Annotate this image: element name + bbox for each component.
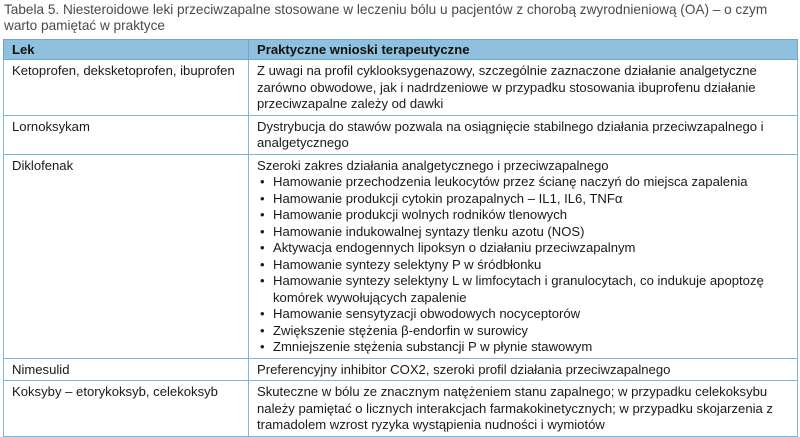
- mechanism-list-item: • Hamowanie syntezy selektyny P w śródbłonku: [257, 257, 791, 274]
- conclusion-text: Preferencyjny inhibitor COX2, szeroki profil działania przeciwzapalnego: [257, 361, 671, 377]
- mechanism-list-item: • Hamowanie sensytyzacji obwodowych nocyceptorów: [257, 306, 791, 323]
- table-row: [4, 381, 798, 437]
- table-caption: Tabela 5. Niesteroidowe leki przeciwzapalne stosowane w leczeniu bólu u pacjentów z chorobą zwyrodnieniową (OA) – o czym warto pamiętać w praktyce: [4, 2, 768, 33]
- drug-cell: Ketoprofen, deksketoprofen, ibuprofen: [4, 60, 249, 116]
- mechanism-list-item: • Hamowanie syntezy selektyny L w limfocytach i granulocytach, co indukuje apoptozę komórek wywołujących zapalenie: [257, 273, 791, 306]
- table-body: [4, 60, 798, 437]
- table-row: [4, 358, 798, 381]
- mechanism-list-item: • Hamowanie produkcji wolnych rodników tlenowych: [257, 207, 791, 224]
- conclusion-text: Skuteczne w bólu ze znacznym natężeniem stanu zapalnego; w przypadku celekoksybu należy pamiętać o licznych interakcjach farmakokinetycznych; w przypadku skojarzenia z tramadolem wzrost ryzyka wystąpienia nudności i wymiotów: [257, 384, 773, 432]
- mechanism-list-item: • Aktywacja endogennych lipoksyn o działaniu przeciwzapalnym: [257, 240, 791, 257]
- table-row: [4, 115, 798, 154]
- conclusion-cell: [249, 60, 798, 116]
- mechanism-list: [257, 174, 791, 356]
- mechanism-list-item: • Zwiększenie stężenia β-endorfin w surowicy: [257, 323, 791, 340]
- table-header-row: [4, 40, 798, 60]
- conclusion-text: Szeroki zakres działania analgetycznego i przeciwzapalnego: [257, 157, 609, 173]
- conclusion-cell: [249, 381, 798, 437]
- table-row: [4, 154, 798, 358]
- drug-cell: Diklofenak: [4, 154, 249, 358]
- conclusion-cell: [249, 115, 798, 154]
- mechanism-list-item: • Hamowanie indukowalnej syntazy tlenku azotu (NOS): [257, 224, 791, 241]
- nsaid-table: [3, 39, 798, 437]
- drug-cell: Koksyby – etorykoksyb, celekoksyb: [4, 381, 249, 437]
- mechanism-list-item: • Zmniejszenie stężenia substancji P w płynie stawowym: [257, 339, 791, 356]
- header-drug: Lek: [4, 40, 249, 60]
- conclusion-cell: [249, 154, 798, 358]
- conclusion-cell: [249, 358, 798, 381]
- mechanism-list-item: • Hamowanie przechodzenia leukocytów przez ścianę naczyń do miejsca zapalenia: [257, 174, 791, 191]
- drug-cell: Nimesulid: [4, 358, 249, 381]
- mechanism-list-item: • Hamowanie produkcji cytokin prozapalnych – IL1, IL6, TNFα: [257, 191, 791, 208]
- table-row: [4, 60, 798, 116]
- conclusion-text: Dystrybucja do stawów pozwala na osiągnięcie stabilnego działania przeciwzapalnego i analgetycznego: [257, 118, 764, 150]
- drug-cell: Lornoksykam: [4, 115, 249, 154]
- header-conclusions: Praktyczne wnioski terapeutyczne: [249, 40, 798, 60]
- conclusion-text: Z uwagi na profil cyklooksygenazowy, szczególnie zaznaczone działanie analgetyczne zarówno obwodowe, jak i nadrdzeniowe w przypadku stosowania ibuprofenu działanie przeciwzapalne zależy od dawki: [257, 63, 757, 111]
